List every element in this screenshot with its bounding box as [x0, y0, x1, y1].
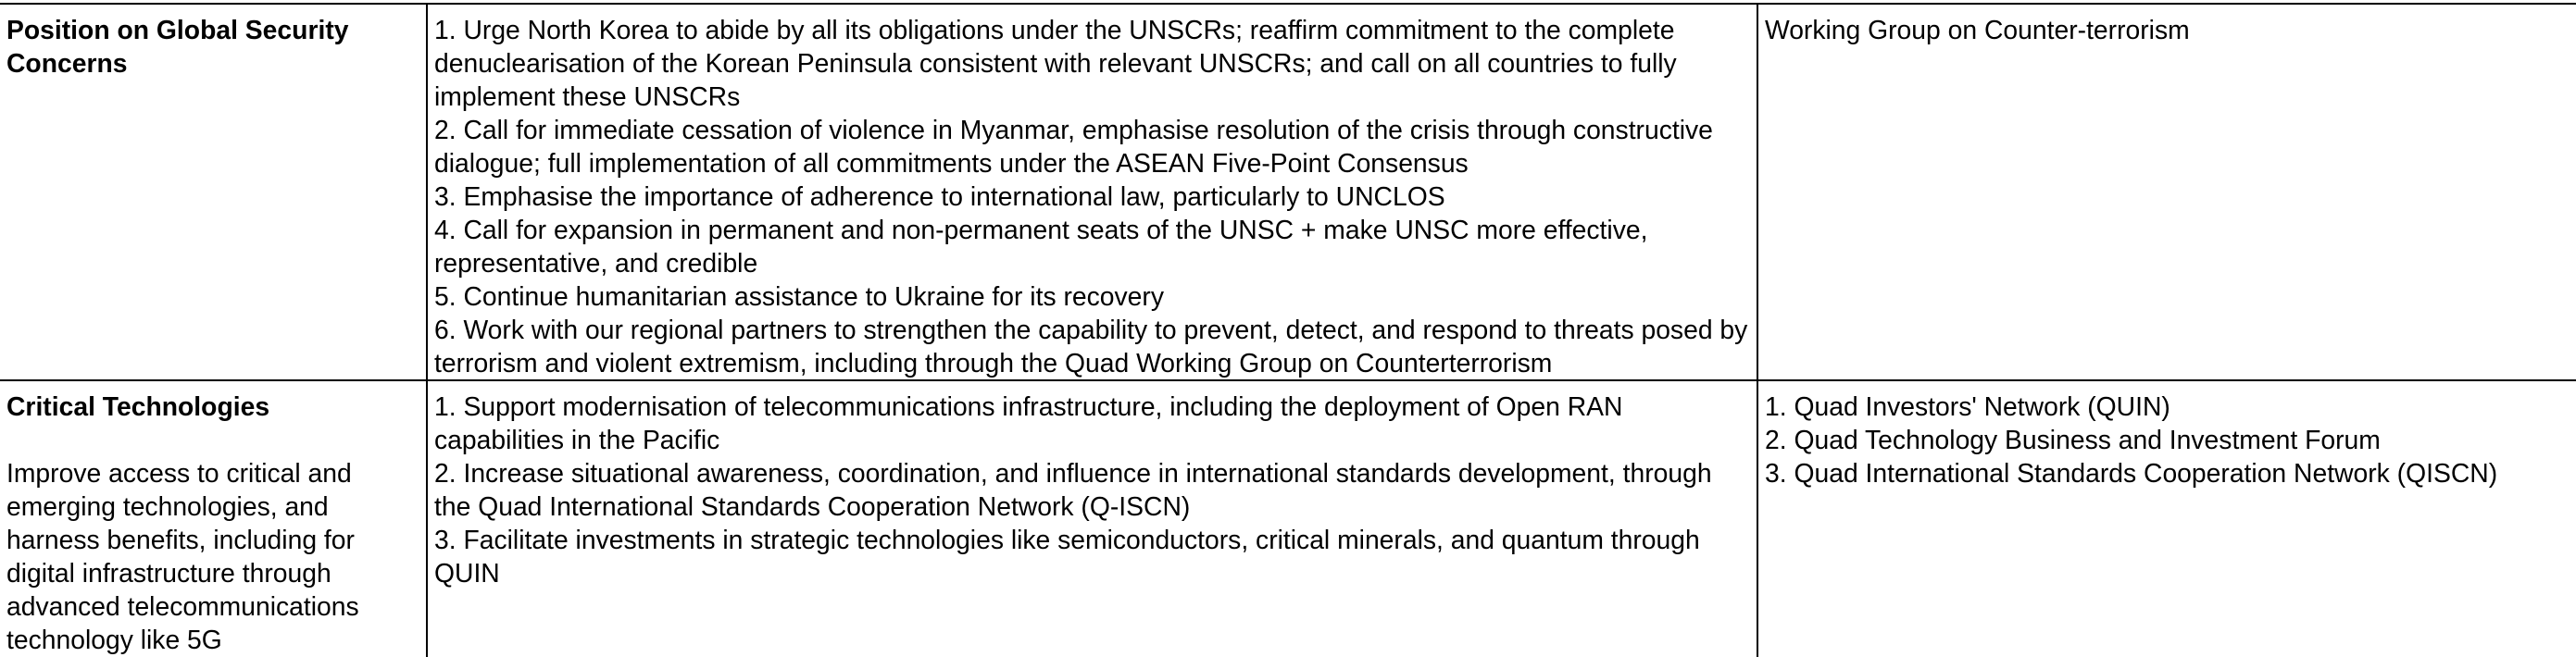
commitments-cell: [427, 4, 1757, 380]
commitment-item: 6. Work with our regional partners to strengthen the capability to prevent, detect, and respond to threats posed by terrorism and violent extremism, including through the Quad Working Group on Counterterrorism: [434, 315, 1748, 378]
paragraph-spacer: [6, 423, 419, 456]
topic-heading: Critical Technologies: [6, 391, 270, 421]
commitment-item: 1. Urge North Korea to abide by all its obligations under the UNSCRs; reaffirm commitment to the complete denuclearisation of the Korean Peninsula consistent with relevant UNSCRs; and call on all countries to fully implement these UNSCRs: [434, 15, 1677, 111]
topic-cell: [0, 380, 427, 657]
mechanism-item: 3. Quad International Standards Cooperation Network (QISCN): [1765, 458, 2498, 488]
commitment-item: 2. Call for immediate cessation of violence in Myanmar, emphasise resolution of the crisis through constructive dialogue; full implementation of all commitments under the ASEAN Five-Point Consensus: [434, 115, 1713, 178]
commitment-item: 2. Increase situational awareness, coordination, and influence in international standards development, through the Quad International Standards Cooperation Network (Q-ISCN): [434, 458, 1712, 521]
policy-table: [0, 3, 2576, 657]
mechanism-item: Working Group on Counter-terrorism: [1765, 15, 2190, 44]
commitment-item: 3. Emphasise the importance of adherence to international law, particularly to UNCLOS: [434, 181, 1445, 211]
mechanisms-cell: [1757, 4, 2576, 380]
commitment-item: 3. Facilitate investments in strategic technologies like semiconductors, critical minerals, and quantum through QUIN: [434, 525, 1700, 588]
commitment-item: 1. Support modernisation of telecommunications infrastructure, including the deployment of Open RAN capabilities in the Pacific: [434, 391, 1623, 454]
topic-description: Improve access to critical and emerging technologies, and harness benefits, including for digital infrastructure through advanced telecommunications technology like 5G: [6, 458, 359, 654]
commitment-item: 4. Call for expansion in permanent and non-permanent seats of the UNSC + make UNSC more effective, representative, and credible: [434, 215, 1648, 278]
mechanism-item: 1. Quad Investors' Network (QUIN): [1765, 391, 2170, 421]
topic-cell: [0, 4, 427, 380]
mechanism-item: 2. Quad Technology Business and Investment Forum: [1765, 425, 2381, 454]
table-row: [0, 4, 2576, 380]
topic-heading: Position on Global Security Concerns: [6, 15, 349, 78]
commitments-cell: [427, 380, 1757, 657]
mechanisms-cell: [1757, 380, 2576, 657]
table-row: [0, 380, 2576, 657]
commitment-item: 5. Continue humanitarian assistance to Ukraine for its recovery: [434, 281, 1164, 311]
